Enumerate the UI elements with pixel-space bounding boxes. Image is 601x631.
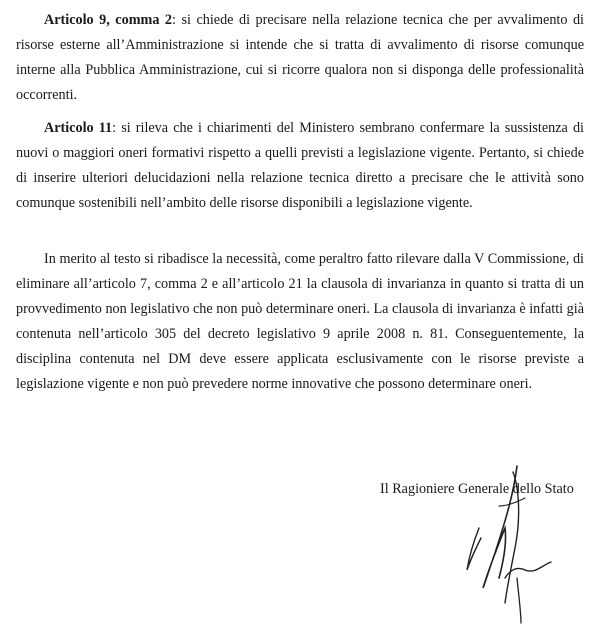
handwritten-signature xyxy=(455,458,590,628)
paragraph-testo xyxy=(16,247,584,397)
paragraph-body xyxy=(16,247,584,397)
paragraph-articolo-9 xyxy=(16,8,584,108)
signatory-title: Il Ragioniere Generale dello Stato xyxy=(380,481,574,497)
article-text: : si rileva che i chiarimenti del Ministero sembrano confermare la sussistenza di nuovi o maggiori oneri formativi rispetto a quelli previsti a legislazione vigente. Pertanto, si chiede di inserire ulteriori delucidazioni nella relazione tecnica diretto a precisare che le attività sono comunque sostenibili nell’ambito delle risorse disponibili a legislazione vigente. xyxy=(16,120,584,211)
paragraph-text: In merito al testo si ribadisce la necessità, come peraltro fatto rilevare dalla V Commissione, di eliminare all’articolo 7, comma 2 e all’articolo 21 la clausola di invarianza in quanto si tratta di un provvedimento non legislativo che non può determinare oneri. La clausola di invarianza è infatti già contenuta nell’articolo 305 del decreto legislativo 9 aprile 2008 n. 81. Conseguentemente, la disciplina contenuta nel DM deve essere applicata esclusivamente con le risorse previste a legislazione vigente e non può prevedere norme innovative che possono determinare oneri. xyxy=(16,251,584,392)
paragraph-body xyxy=(16,8,584,108)
paragraph-articolo-11 xyxy=(16,116,584,216)
paragraph-body xyxy=(16,116,584,216)
article-heading: Articolo 9, comma 2 xyxy=(44,12,173,28)
article-heading: Articolo 11 xyxy=(44,120,113,136)
article-text: : si chiede di precisare nella relazione tecnica che per avvalimento di risorse esterne all’Amministrazione si intende che si tratta di avvalimento di risorse comunque interne alla Pubblica Amministrazione, cui si ricorre qualora non si disponga delle professionalità occorrenti. xyxy=(16,12,584,103)
